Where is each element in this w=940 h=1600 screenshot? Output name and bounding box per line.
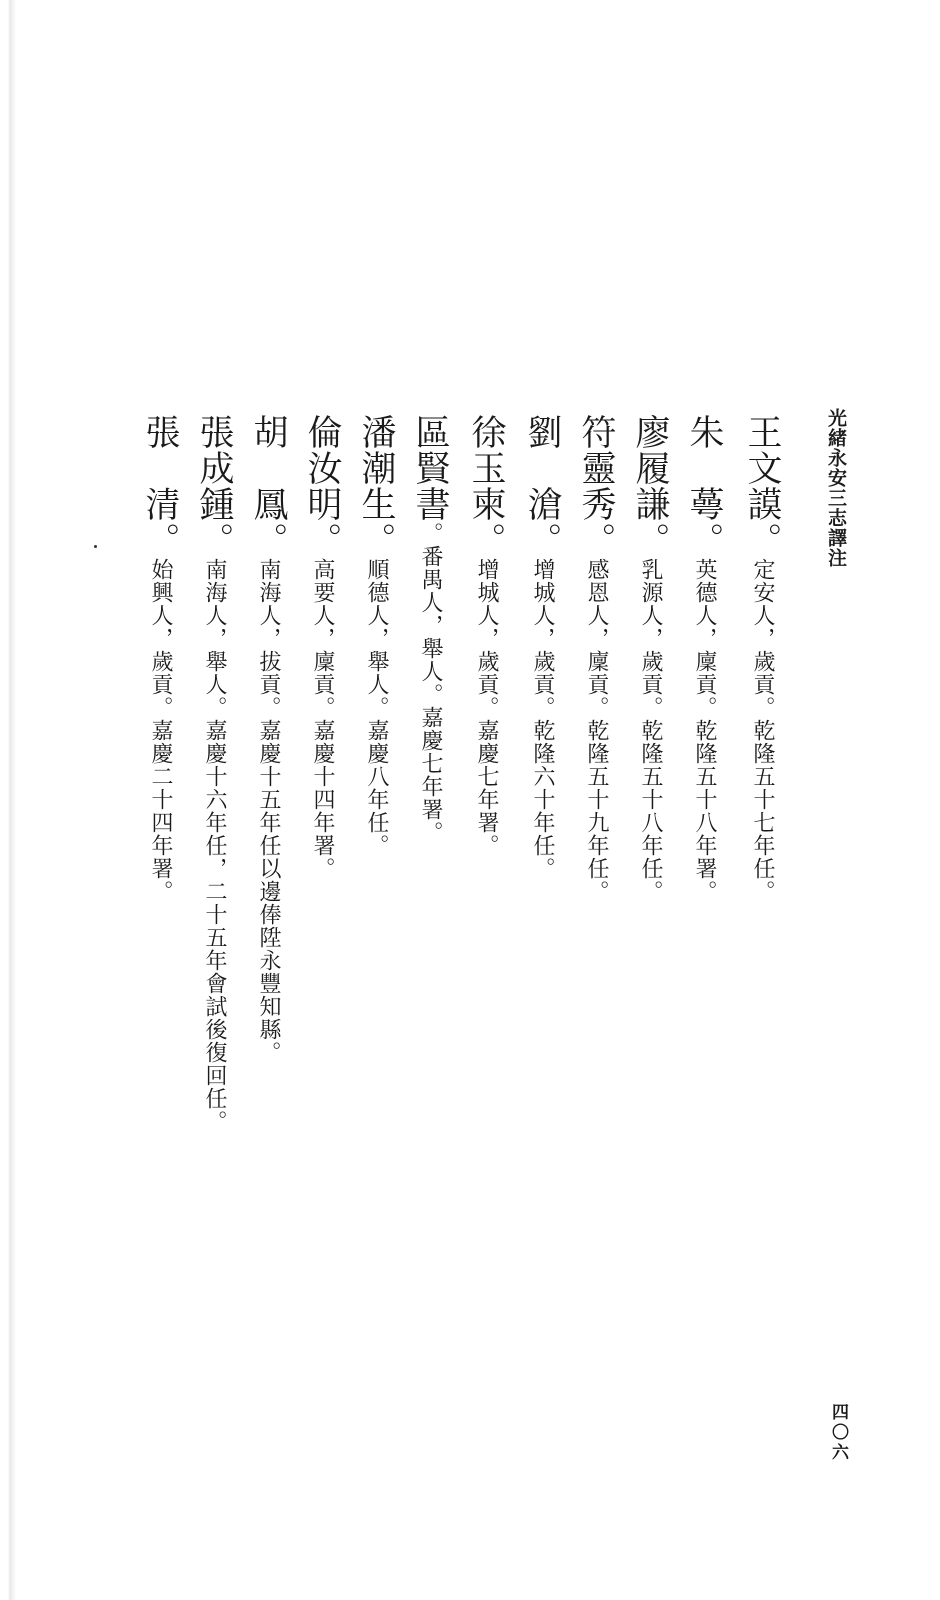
entry-7 (410, 414, 450, 844)
entry-4 (576, 414, 616, 903)
entry-name: 廖履謙。 (630, 414, 670, 558)
entry-12 (140, 414, 180, 903)
entry-name: 倫汝明。 (302, 414, 342, 558)
entry-note: 英德人，廩貢。乾隆五十八年署。 (692, 558, 717, 903)
page-number: 四〇六 (828, 1403, 848, 1463)
entry-name: 張 清。 (140, 414, 180, 558)
entry-1 (742, 414, 782, 903)
entry-name: 胡 鳳。 (248, 414, 288, 558)
entry-note: 增城人，歲貢。乾隆六十年任。 (530, 558, 555, 880)
entry-note: 乳源人，歲貢。乾隆五十八年任。 (638, 558, 663, 903)
entry-note: 始興人，歲貢。嘉慶二十四年署。 (148, 558, 173, 903)
entry-10 (248, 414, 288, 1064)
entry-name: 區賢書 (410, 414, 450, 522)
entry-note: 定安人，歲貢。乾隆五十七年任。 (750, 558, 775, 903)
entry-name: 劉 滄。 (522, 414, 562, 558)
entry-6 (466, 414, 506, 857)
entry-name: 朱 蕚。 (684, 414, 724, 558)
entry-note: 。番禺人，舉人。嘉慶七年署。 (418, 522, 443, 844)
stray-ink-mark (94, 545, 97, 548)
entry-name: 王文謨。 (742, 414, 782, 558)
entry-note: 南海人，舉人。嘉慶十六年任，二十五年會試後復回任。 (202, 558, 227, 1133)
running-head: 光緒永安三志譯注 (825, 408, 847, 568)
entry-note: 高要人，廩貢。嘉慶十四年署。 (310, 558, 335, 880)
entry-name: 潘潮生。 (356, 414, 396, 558)
entry-name: 張成鍾。 (194, 414, 234, 558)
entry-note: 順德人，舉人。嘉慶八年任。 (364, 558, 389, 857)
entry-note: 增城人，歲貢。嘉慶七年署。 (474, 558, 499, 857)
entry-name: 符靈秀。 (576, 414, 616, 558)
entry-2 (684, 414, 724, 903)
entry-3 (630, 414, 670, 903)
entry-name: 徐玉柬。 (466, 414, 506, 558)
entry-note: 感恩人，廩貢。乾隆五十九年任。 (584, 558, 609, 903)
entry-8 (356, 414, 396, 857)
entry-11 (194, 414, 234, 1133)
entry-9 (302, 414, 342, 880)
entry-note: 南海人，拔貢。嘉慶十五年任以邊俸陞永豐知縣。 (256, 558, 281, 1064)
entry-5 (522, 414, 562, 880)
